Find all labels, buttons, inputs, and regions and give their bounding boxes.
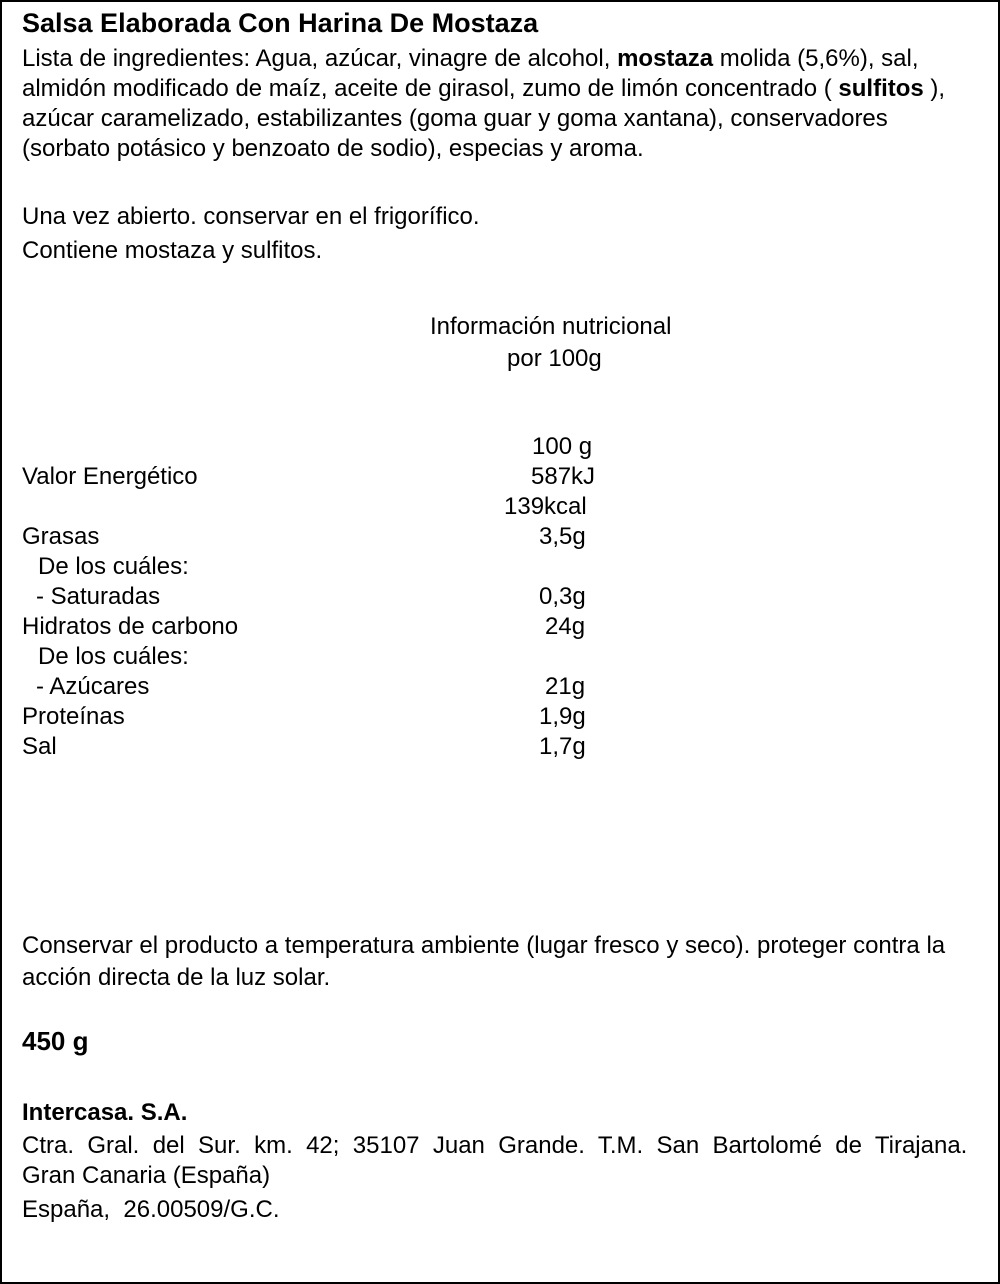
nutrition-row-value: 1,7g bbox=[539, 733, 586, 760]
net-weight: 450 g bbox=[22, 1026, 89, 1056]
nutrition-row-name: Proteínas bbox=[22, 703, 125, 730]
product-title: Salsa Elaborada Con Harina De Mostaza bbox=[22, 8, 539, 38]
storage-open-text: Una vez abierto. conservar en el frigorífico. bbox=[22, 203, 480, 230]
allergen-sulfites: sulfitos bbox=[838, 75, 924, 102]
ingredients-text bbox=[22, 44, 982, 164]
nutrition-heading: Información nutricional bbox=[430, 313, 672, 340]
nutrition-row-value: 0,3g bbox=[539, 583, 586, 610]
allergen-mustard: mostaza bbox=[617, 45, 714, 72]
nutrition-column-header: 100 g bbox=[532, 433, 593, 460]
nutrition-row-name: De los cuáles: bbox=[38, 643, 189, 670]
nutrition-subheading: por 100g bbox=[507, 345, 602, 372]
nutrition-row-name: Hidratos de carbono bbox=[22, 613, 239, 640]
nutrition-row-value: 139kcal bbox=[504, 493, 587, 520]
ingredients-part-2: molida (5,6%), sal, almidón modificado de maíz, aceite de girasol, zumo de limón concentrado ( bbox=[22, 45, 919, 102]
nutrition-row-name: - Saturadas bbox=[36, 583, 161, 610]
registry-number: España, 26.00509/G.C. bbox=[22, 1196, 280, 1223]
nutrition-row-value: 1,9g bbox=[539, 703, 586, 730]
nutrition-row-value: 587kJ bbox=[531, 463, 596, 490]
allergens-text: Contiene mostaza y sulfitos. bbox=[22, 237, 323, 264]
nutrition-row-value: 21g bbox=[545, 673, 586, 700]
storage-text: Conservar el producto a temperatura ambiente (lugar fresco y seco). proteger contra la acción directa de la luz solar. bbox=[22, 932, 946, 991]
nutrition-row-name: Grasas bbox=[22, 523, 100, 550]
nutrition-row-name: Sal bbox=[22, 733, 57, 760]
ingredients-part-1: Lista de ingredientes: Agua, azúcar, vinagre de alcohol, bbox=[22, 45, 618, 72]
ingredients-part-3: ), azúcar caramelizado, estabilizantes (goma guar y goma xantana), conservadores (sorbato potásico y benzoato de sodio), especias y aroma. bbox=[22, 75, 946, 162]
company-address-line-1: Ctra. Gral. del Sur. km. 42; 35107 Juan Grande. T.M. San Bartolomé de Tirajana. bbox=[22, 1132, 968, 1159]
nutrition-row-name: Valor Energético bbox=[22, 463, 198, 490]
company-address-line-2: Gran Canaria (España) bbox=[22, 1162, 271, 1189]
nutrition-row-value: 3,5g bbox=[539, 523, 586, 550]
nutrition-row-name: De los cuáles: bbox=[38, 553, 189, 580]
nutrition-row-value: 24g bbox=[545, 613, 586, 640]
company-name: Intercasa. S.A. bbox=[22, 1099, 188, 1126]
nutrition-row-name: - Azúcares bbox=[36, 673, 150, 700]
